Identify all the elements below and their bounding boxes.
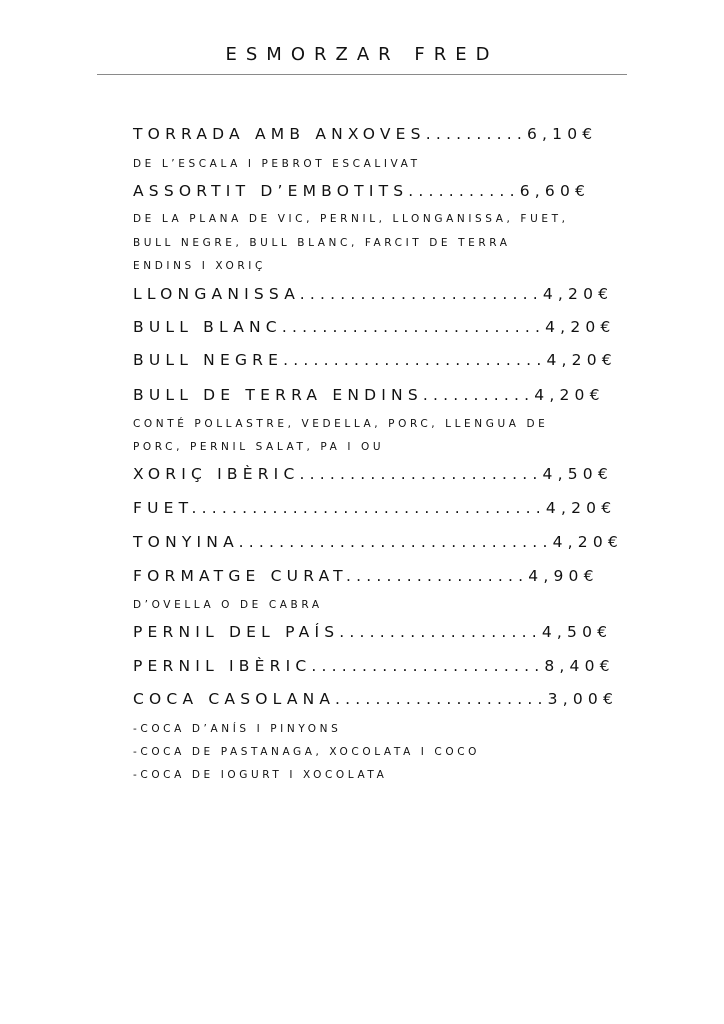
menu-item-pernil-pais: PERNIL DEL PAÍS....................4,50€ [133,623,613,641]
menu-item-bull-terra-endins-desc-1: CONTÉ POLLASTRE, VEDELLA, PORC, LLENGUA DE [133,418,549,430]
menu-item-formatge-curat: FORMATGE CURAT..................4,90€ [133,567,599,585]
menu-item-coca-casolana-desc-2: -COCA DE PASTANAGA, XOCOLATA I COCO [133,746,481,758]
menu-item-bull-terra-endins-desc-2: PORC, PERNIL SALAT, PA I OU [133,441,385,453]
menu-item-llonganissa: LLONGANISSA........................4,20€ [133,285,614,303]
menu-item-coca-casolana-desc-1: -COCA D’ANÍS I PINYONS [133,723,342,735]
menu-item-assortit-desc-3: ENDINS I XORIÇ [133,260,266,272]
menu-item-fuet: FUET...................................4,20€ [133,499,617,517]
menu-item-coca-casolana-desc-3: -COCA DE IOGURT I XOCOLATA [133,769,388,781]
title-divider [97,74,627,75]
menu-item-xoric-iberic: XORIÇ IBÈRIC........................4,50€ [133,465,613,483]
menu-item-formatge-curat-desc: D’OVELLA O DE CABRA [133,599,323,611]
menu-item-torrada-desc: DE L’ESCALA I PEBROT ESCALIVAT [133,158,421,170]
menu-item-bull-terra-endins: BULL DE TERRA ENDINS...........4,20€ [133,386,605,404]
menu-item-assortit: ASSORTIT D’EMBOTITS...........6,60€ [133,182,591,200]
menu-item-tonyina: TONYINA...............................4,20€ [133,533,623,551]
menu-item-bull-blanc: BULL BLANC..........................4,20€ [133,318,616,336]
menu-item-bull-negre: BULL NEGRE..........................4,20€ [133,351,617,369]
menu-item-coca-casolana: COCA CASOLANA.....................3,00€ [133,690,619,708]
menu-item-pernil-iberic: PERNIL IBÈRIC.......................8,40€ [133,657,615,675]
menu-item-assortit-desc-2: BULL NEGRE, BULL BLANC, FARCIT DE TERRA [133,237,511,249]
menu-title: ESMORZAR FRED [225,44,499,65]
menu-item-assortit-desc-1: DE LA PLANA DE VIC, PERNIL, LLONGANISSA, FUET, [133,213,569,225]
menu-item-torrada: TORRADA AMB ANXOVES..........6,10€ [133,125,598,143]
